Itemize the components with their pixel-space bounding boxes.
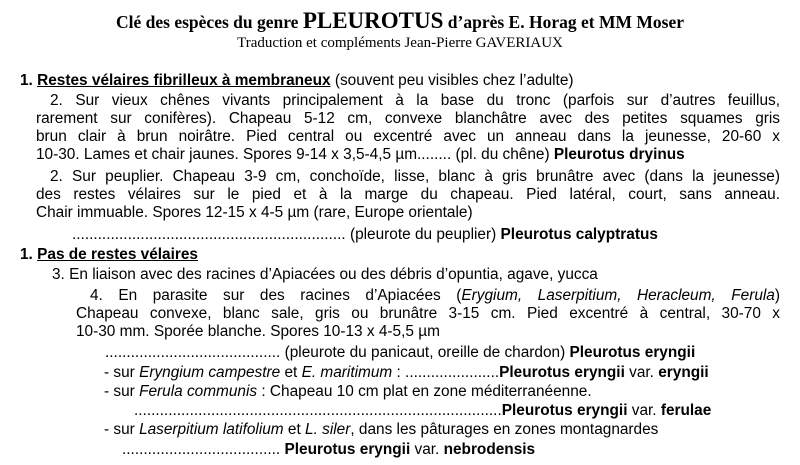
var-eryngii-pre: - sur <box>104 364 140 381</box>
var-nebrodensis-host-1: Laserpitium latifolium <box>139 421 284 438</box>
eryngii-line-1-pre: 4. En parasite sur des racines d’Apiacées ( <box>90 287 462 304</box>
step-3-line: 3. En liaison avec des racines d’Apiacées ou des débris d’opuntia, agave, yucca <box>52 266 598 283</box>
title-suffix: d’après E. Horag et MM Moser <box>443 12 684 32</box>
dryinus-species-name: Pleurotus dryinus <box>553 146 685 163</box>
var-eryngii-species-name: Pleurotus eryngii <box>499 364 625 381</box>
calyptratus-species-name: Pleurotus calyptratus <box>500 226 658 243</box>
var-nebrodensis-species-name: Pleurotus eryngii <box>284 441 411 458</box>
var-nebrodensis-line-1 <box>104 421 658 439</box>
section-2-heading: Pas de restes vélaires <box>37 246 198 263</box>
var-eryngii-host-1: Eryngium campestre <box>139 364 281 381</box>
eryngii-line-3: 10-30 mm. Sporée blanche. Spores 10-13 x 4-5,5 µm <box>76 323 440 340</box>
eryngii-line-2: Chapeau convexe, blanc sale, gris ou brunâtre 3-15 cm. Pied excentré à central, 30-70 x <box>76 305 780 322</box>
var-ferulae-var-label: var. <box>627 402 661 419</box>
calyptratus-key-text: ................................................................ (pleurote du peuplier) <box>72 226 501 243</box>
var-ferulae-pre: - sur <box>104 383 140 400</box>
eryngii-line-1-post: ) <box>774 287 780 304</box>
var-eryngii-dots: : ...................... <box>392 364 500 381</box>
section-2-line <box>20 246 198 264</box>
section-2-number: 1. <box>20 246 38 263</box>
var-nebrodensis-dots: ..................................... <box>122 441 285 458</box>
document-subtitle: Traduction et compléments Jean-Pierre GAVERIAUX <box>237 35 563 51</box>
var-eryngii-line <box>104 364 709 382</box>
section-1-heading: Restes vélaires fibrilleux à membraneux <box>37 72 331 89</box>
var-ferulae-dots: ...................................................................................... <box>134 402 502 419</box>
var-ferulae-line-2 <box>134 402 711 420</box>
calyptratus-line-1: 2. Sur peuplier. Chapeau 3-9 cm, conchoïde, lisse, blanc à gris brunâtre avec (dans la jeunesse) <box>50 168 780 185</box>
section-1-line <box>20 72 574 90</box>
calyptratus-line-4 <box>72 226 658 244</box>
eryngii-key-text: ......................................... (pleurote du panicaut, oreille de chardon) <box>105 344 570 361</box>
eryngii-line-1 <box>90 287 780 305</box>
var-eryngii-variety: eryngii <box>658 364 709 381</box>
var-ferulae-desc: : Chapeau 10 cm plat en zone méditerranéenne. <box>257 383 592 400</box>
var-nebrodensis-line-2 <box>122 441 535 459</box>
var-ferulae-species-name: Pleurotus eryngii <box>501 402 628 419</box>
dryinus-key-text: 10-30. Lames et chair jaunes. Spores 9-14 x 3,5-4,5 µm........ (pl. du chêne) <box>36 146 554 163</box>
calyptratus-line-3: Chair immuable. Spores 12-15 x 4-5 µm (rare, Europe orientale) <box>36 204 473 221</box>
var-eryngii-var-label: var. <box>624 364 659 381</box>
var-eryngii-host-2: E. maritimum <box>301 364 393 381</box>
var-ferulae-line-1 <box>104 383 592 401</box>
title-prefix: Clé des espèces du genre <box>116 12 303 32</box>
document-title <box>0 8 800 34</box>
dryinus-line-4 <box>36 146 685 164</box>
var-nebrodensis-var-label: var. <box>410 441 444 458</box>
var-ferulae-host: Ferula communis <box>139 383 258 400</box>
section-1-note: (souvent peu visibles chez l’adulte) <box>330 72 574 89</box>
dryinus-line-2: rarement sur conifères). Chapeau 5-12 cm, convexe blanchâtre avec des petites squames gris <box>36 110 780 127</box>
dryinus-line-3: brun clair à brun noirâtre. Pied central ou excentré avec un anneau dans la jeunesse, 20-60 x <box>36 128 780 145</box>
var-nebrodensis-variety: nebrodensis <box>443 441 536 458</box>
eryngii-species-name: Pleurotus eryngii <box>569 344 696 361</box>
var-ferulae-variety: ferulae <box>660 402 712 419</box>
var-nebrodensis-pre: - sur <box>104 421 140 438</box>
eryngii-host-genera: Erygium, Laserpitium, Heracleum, Ferula <box>461 287 775 304</box>
var-eryngii-mid: et <box>280 364 302 381</box>
var-nebrodensis-desc: , dans les pâturages en zones montagnardes <box>350 421 659 438</box>
dryinus-line-1: 2. Sur vieux chênes vivants principalement à la base du tronc (parfois sur d’autres feuillus, <box>50 92 780 109</box>
title-genus: PLEUROTUS <box>302 8 444 33</box>
section-1-number: 1. <box>20 72 38 89</box>
var-nebrodensis-mid: et <box>283 421 306 438</box>
calyptratus-line-2: des restes vélaires sur le pied et à la marge du chapeau. Pied latéral, court, sans anneau. <box>36 186 780 203</box>
eryngii-line-4 <box>105 344 695 362</box>
var-nebrodensis-host-2: L. siler <box>305 421 351 438</box>
